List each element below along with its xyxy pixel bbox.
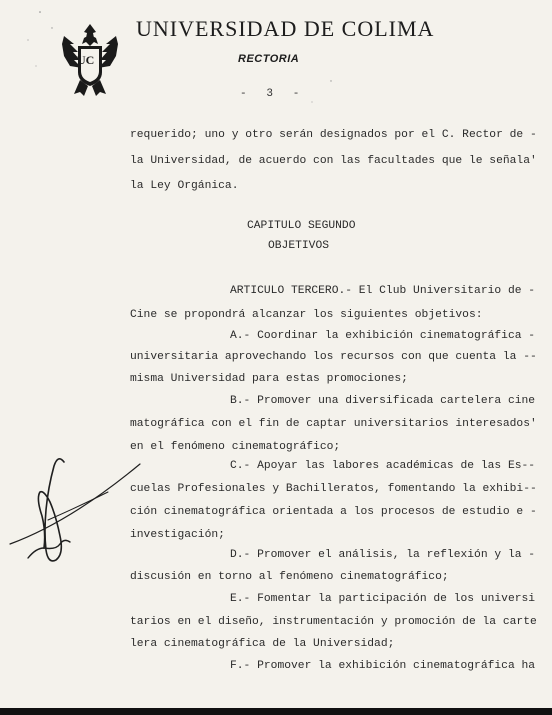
- chapter-title: CAPITULO SEGUNDO: [247, 220, 356, 232]
- objective-b: B.- Promover una diversificada cartelera cine: [230, 395, 536, 407]
- objective-c: C.- Apoyar las labores académicas de las Es--: [230, 460, 536, 472]
- body-line: discusión en torno al fenómeno cinematográfico;: [130, 571, 449, 583]
- body-line: la Universidad, de acuerdo con las facultades que le señala': [130, 155, 537, 167]
- office-name: RECTORIA: [238, 53, 300, 65]
- chapter-subtitle: OBJETIVOS: [268, 240, 330, 252]
- body-line: en el fenómeno cinematográfico;: [130, 441, 341, 453]
- body-line: matográfica con el fin de captar universitarios interesados': [130, 418, 537, 430]
- objective-f: F.- Promover la exhibición cinematográfica ha: [230, 660, 536, 672]
- body-line: requerido; uno y otro serán designados por el C. Rector de -: [130, 129, 537, 141]
- body-line: ción cinematográfica orientada a los procesos de estudio e -: [130, 506, 537, 518]
- body-line: la Ley Orgánica.: [130, 180, 239, 192]
- body-line: universitaria aprovechando los recursos con que cuenta la --: [130, 351, 537, 363]
- body-line: misma Universidad para estas promociones;: [130, 373, 408, 385]
- seal-letters: UC: [77, 53, 95, 67]
- objective-a: A.- Coordinar la exhibición cinematográfica -: [230, 330, 536, 342]
- body-line: cuelas Profesionales y Bachilleratos, fomentando la exhibi--: [130, 483, 537, 495]
- university-name: UNIVERSIDAD DE COLIMA: [136, 16, 435, 41]
- article-heading-line: ARTICULO TERCERO.- El Club Universitario de -: [230, 285, 536, 297]
- body-line: Cine se propondrá alcanzar los siguientes objetivos:: [130, 309, 483, 321]
- scan-border: [0, 708, 552, 715]
- body-line: lera cinematográfica de la Universidad;: [130, 638, 395, 650]
- handwritten-signature: [0, 440, 150, 580]
- objective-e: E.- Fomentar la participación de los universi: [230, 593, 536, 605]
- body-line: tarios en el diseño, instrumentación y promoción de la carte: [130, 616, 537, 628]
- page-number: - 3 -: [240, 88, 300, 100]
- body-line: investigación;: [130, 529, 225, 541]
- objective-d: D.- Promover el análisis, la reflexión y la -: [230, 549, 536, 561]
